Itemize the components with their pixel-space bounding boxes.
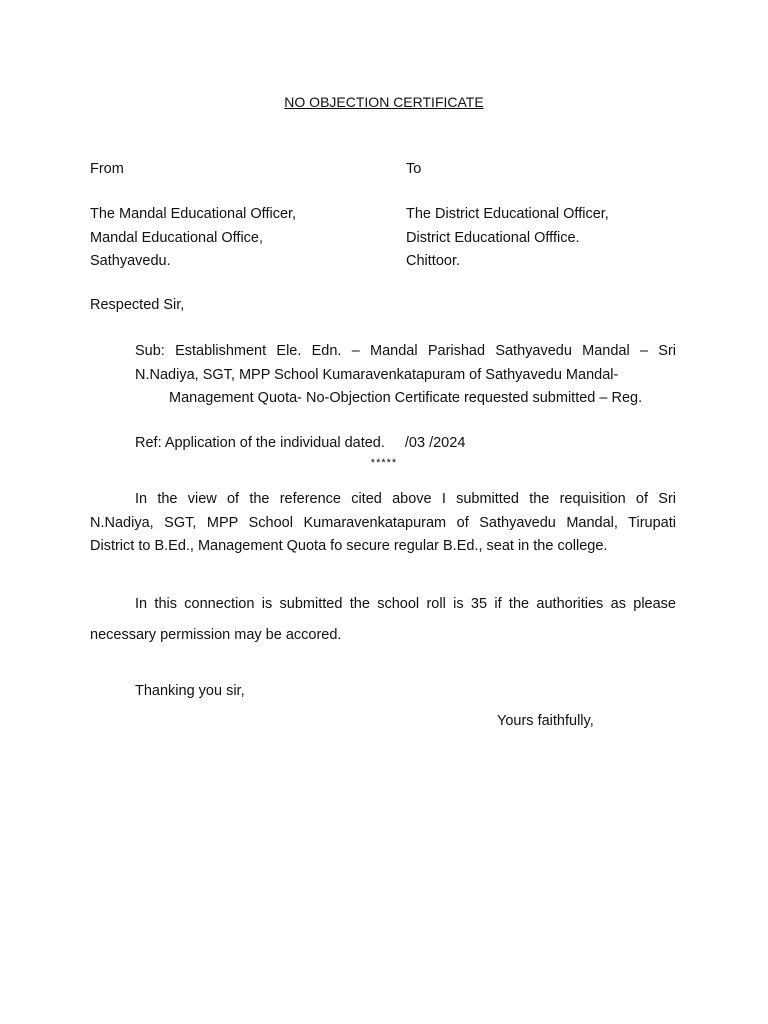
paragraph-line: District to B.Ed., Management Quota fo secure regular B.Ed., seat in the college. (90, 538, 608, 554)
sender-address-line: Mandal Educational Office, (90, 229, 264, 246)
from-label: From (90, 161, 124, 177)
paragraph-line: necessary permission may be accored. (90, 627, 342, 643)
subject-line: Management Quota- No-Objection Certificate requested submitted – Reg. (169, 390, 643, 406)
subject-line: N.Nadiya, SGT, MPP School Kumaravenkatapuram of Sathyavedu Mandal- (135, 366, 619, 383)
separator-stars: ***** (370, 457, 398, 469)
subject-line: Sub: Establishment Ele. Edn. – Mandal Parishad Sathyavedu Mandal – Sri (135, 343, 676, 359)
body-paragraph-2 (90, 589, 676, 651)
salutation: Respected Sir, (90, 297, 185, 313)
closing-line: Thanking you sir, (135, 683, 245, 699)
signoff-line: Yours faithfully, (497, 713, 594, 729)
reference-date: /03 /2024 (404, 435, 466, 451)
recipient-address-line: Chittoor. (406, 253, 460, 269)
to-label: To (406, 161, 422, 177)
recipient-address-line: District Educational Offfice. (406, 229, 580, 246)
document-title: NO OBJECTION CERTIFICATE (284, 94, 484, 110)
reference-line (135, 435, 465, 451)
paragraph-line: In this connection is submitted the school roll is 35 if the authorities as please (135, 596, 676, 612)
recipient-address (406, 203, 609, 274)
sender-address (90, 203, 296, 274)
paragraph-line: N.Nadiya, SGT, MPP School Kumaravenkatapuram of Sathyavedu Mandal, Tirupati (90, 514, 676, 531)
subject-block (135, 340, 676, 411)
paragraph-line: In the view of the reference cited above I submitted the requisition of Sri (135, 491, 676, 507)
recipient-address-line: The District Educational Officer, (406, 206, 609, 222)
sender-address-line: Sathyavedu. (90, 253, 171, 269)
reference-label: Ref: Application of the individual dated. (135, 435, 385, 451)
body-paragraph-1 (90, 488, 676, 559)
sender-address-line: The Mandal Educational Officer, (90, 206, 297, 222)
